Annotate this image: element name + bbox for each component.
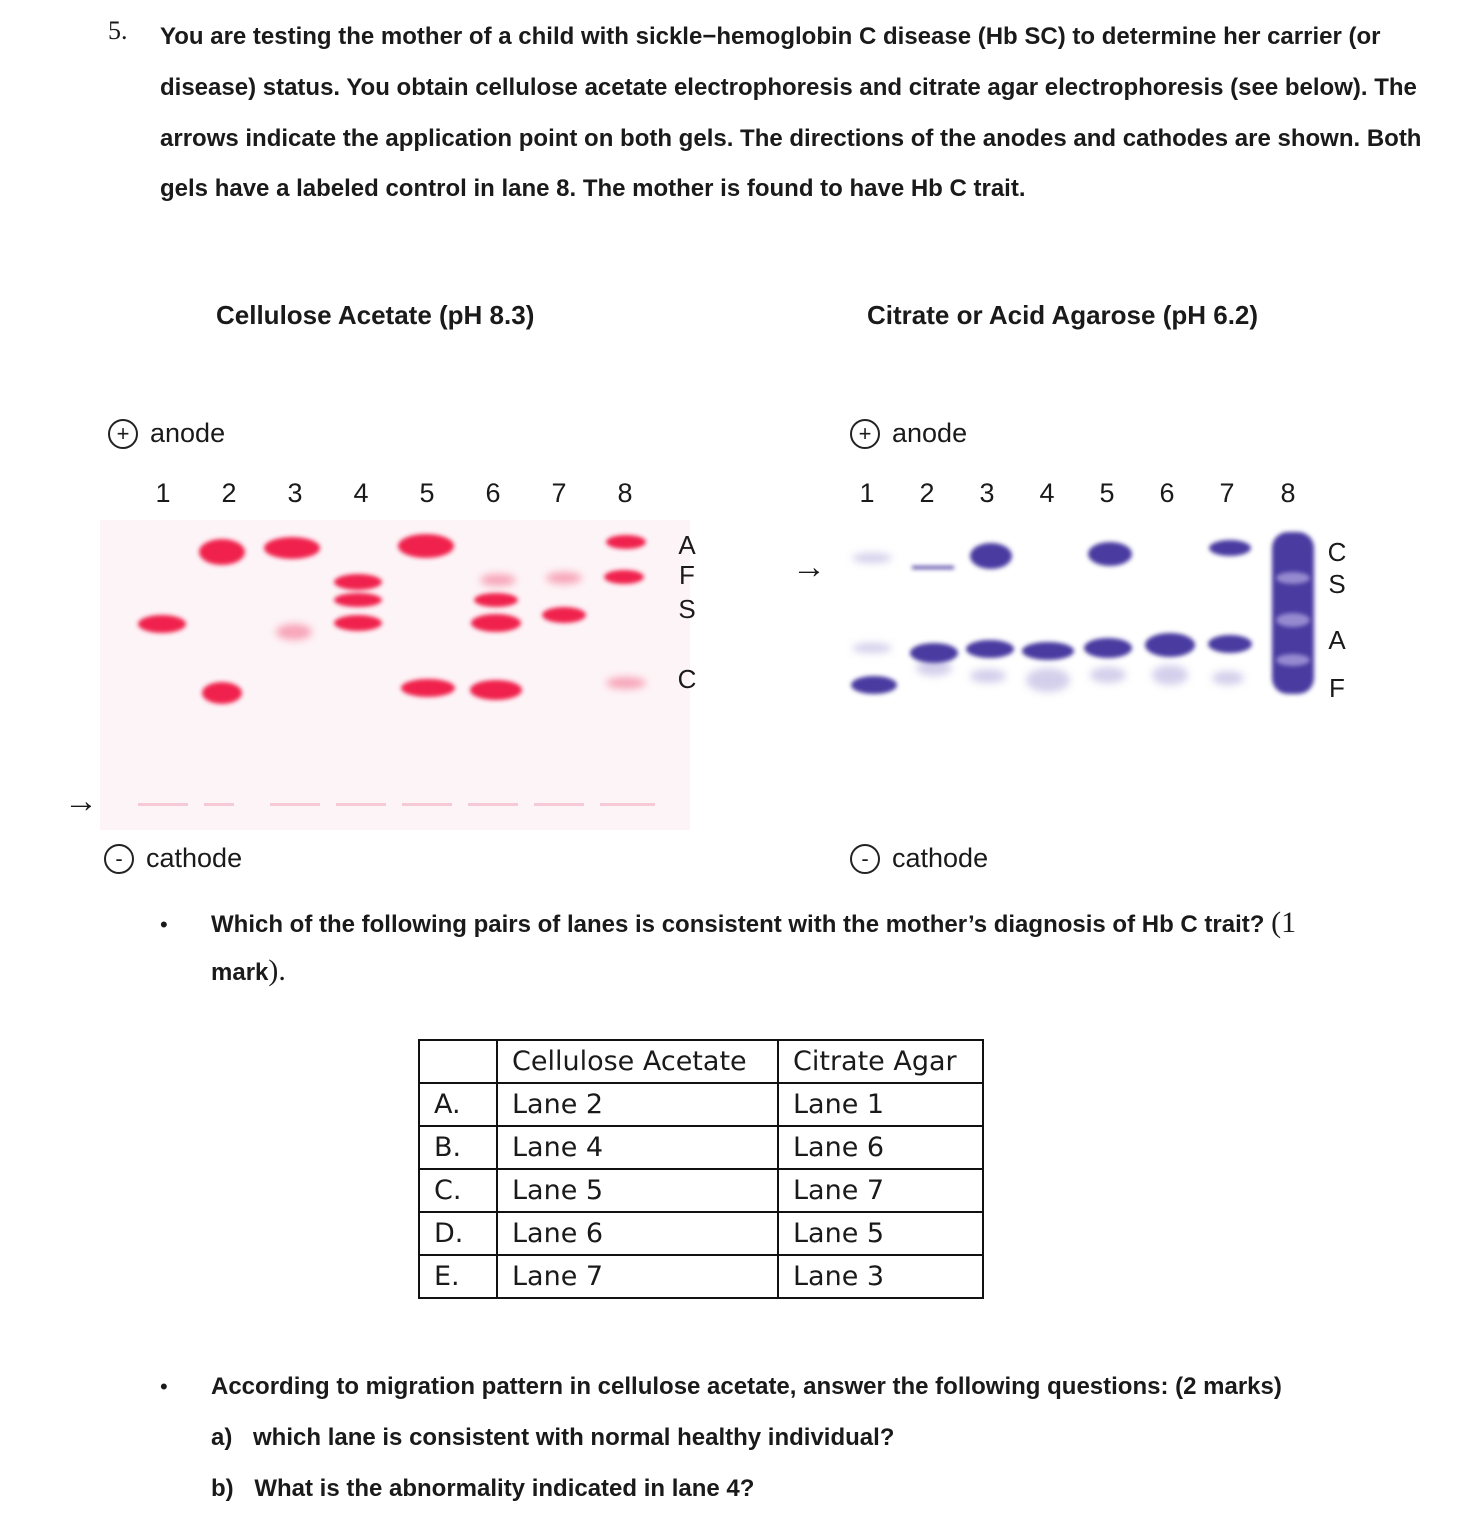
lane-number: 3 (287, 478, 303, 508)
band-lane3-c (970, 543, 1012, 569)
bullet1-question (211, 900, 1421, 996)
left-cathode (104, 843, 242, 874)
right-lane-numbers (852, 478, 1322, 512)
control-label: C (1327, 537, 1347, 567)
subquestion-a-text: which lane is consistent with normal healthy individual? (253, 1424, 895, 1451)
lane-number: 2 (919, 478, 935, 508)
bullet-icon: • (160, 912, 168, 937)
lane-number: 7 (1219, 478, 1235, 508)
band-lane5-a (1084, 638, 1132, 658)
table-cell: Lane 7 (497, 1255, 778, 1298)
table-cell: Lane 5 (778, 1212, 983, 1255)
lane-number: 5 (419, 478, 435, 508)
lane-number: 3 (979, 478, 995, 508)
band-lane8-f (604, 570, 644, 584)
band-lane2-top (912, 566, 954, 569)
band-lane2-a (199, 539, 245, 565)
subquestion-a (211, 1415, 894, 1461)
answer-options-table (418, 1039, 984, 1299)
band-lane1-f (851, 676, 897, 694)
bullet2-marks: (2 marks) (1175, 1373, 1282, 1400)
option-letter: E. (419, 1255, 497, 1298)
table-row (419, 1083, 983, 1126)
question-text: You are testing the mother of a child with sickle−hemoglobin C disease (Hb SC) to determine her carrier (or disease) status. You obtain cellulose acetate electrophoresis and citrate agar electrophoresis (see below). The arrows indicate the application point on both gels. The directions of the anodes and cathodes are shown. Both gels have a labeled control in lane 8. The mother is found to have Hb C trait. (160, 23, 1422, 203)
bullet-icon: • (160, 1374, 168, 1399)
table-row (419, 1169, 983, 1212)
table-cell: Lane 2 (497, 1083, 778, 1126)
bullet1-marks-word: mark (211, 959, 269, 986)
table-cell: Lane 3 (778, 1255, 983, 1298)
subquestion-a-label: a) (211, 1424, 233, 1451)
plus-icon: + (108, 419, 138, 449)
lane-number: 1 (859, 478, 875, 508)
band-lane7-c (1209, 540, 1251, 556)
lane-number: 5 (1099, 478, 1115, 508)
band-lane5-c (1088, 542, 1132, 566)
option-letter: C. (419, 1169, 497, 1212)
cathode-label: cathode (146, 843, 243, 873)
anode-label: anode (892, 418, 968, 448)
minus-icon: - (104, 844, 134, 874)
lane-number: 4 (1039, 478, 1055, 508)
left-control-labels (672, 530, 702, 700)
faint-lane3-low (970, 669, 1006, 683)
faint-lane1-mid (852, 643, 892, 653)
lane-number: 8 (1280, 478, 1296, 508)
band-lane4-a (1022, 642, 1074, 660)
control-label: S (678, 594, 696, 624)
plus-icon: + (850, 419, 880, 449)
table-cell: Lane 1 (778, 1083, 983, 1126)
table-header-row (419, 1040, 983, 1083)
table-header-cell: Cellulose Acetate (497, 1040, 778, 1083)
faint-lane5-low (1090, 667, 1126, 683)
gel-background (100, 520, 690, 830)
control-label: S (1328, 569, 1346, 599)
table-cell: Lane 5 (497, 1169, 778, 1212)
bullet2-text: According to migration pattern in cellulose acetate, answer the following questions: (211, 1373, 1169, 1400)
application-arrow-icon: → (792, 548, 826, 586)
bullet1-text: Which of the following pairs of lanes is consistent with the mother’s diagnosis of Hb C trait? (211, 911, 1265, 938)
cathode-label: cathode (892, 843, 989, 873)
control-label: A (678, 530, 696, 560)
lane-number: 7 (551, 478, 567, 508)
band-lane6-c (470, 680, 522, 700)
band-lane7-s (542, 607, 586, 623)
table-row (419, 1212, 983, 1255)
table-row (419, 1126, 983, 1169)
band-lane7-a (1208, 635, 1252, 653)
lane-number: 2 (221, 478, 237, 508)
control-label: F (1329, 673, 1345, 703)
table-cell: Lane 4 (497, 1126, 778, 1169)
band-lane6-f (474, 593, 518, 607)
band-lane1-s (138, 615, 186, 633)
question-number: 5. (108, 16, 128, 45)
lane-number: 4 (353, 478, 369, 508)
band-lane4-2 (334, 593, 382, 607)
option-letter: B. (419, 1126, 497, 1169)
table-row (419, 1255, 983, 1298)
faint-lane4-low (1026, 668, 1070, 692)
lane-number: 6 (1159, 478, 1175, 508)
right-cathode (850, 843, 988, 874)
band-lane3-a (966, 640, 1014, 658)
band-lane4-1 (334, 574, 382, 590)
right-control-labels (1322, 537, 1352, 707)
faint-lane6 (480, 574, 516, 586)
lane-number: 6 (485, 478, 501, 508)
subquestion-b-text: What is the abnormality indicated in lane 4? (254, 1475, 755, 1502)
bullet1-marks-open: (1 (1271, 906, 1297, 939)
minus-icon: - (850, 844, 880, 874)
faint-lane1-top (852, 553, 892, 563)
faint-lane8-c (606, 677, 646, 689)
band-lane3-a (264, 537, 320, 559)
faint-lane6-low (1152, 665, 1188, 685)
faint-lane3 (276, 624, 312, 640)
faint-lane7 (546, 572, 582, 584)
subquestion-b (211, 1466, 754, 1512)
option-letter: A. (419, 1083, 497, 1126)
bullet2-question (211, 1364, 1431, 1410)
left-lane-numbers (148, 478, 668, 512)
table-cell: Lane 6 (497, 1212, 778, 1255)
table-header-cell (419, 1040, 497, 1083)
application-arrow-icon: → (64, 782, 98, 820)
lane-number: 1 (155, 478, 171, 508)
band-lane2-c (202, 682, 242, 704)
left-anode (108, 418, 225, 449)
band-lane4-3 (334, 615, 382, 631)
band-lane2-a (910, 643, 958, 663)
lane8-gap (1276, 613, 1310, 627)
lane8-gap (1276, 654, 1310, 666)
subquestion-b-label: b) (211, 1475, 234, 1502)
table-cell: Lane 6 (778, 1126, 983, 1169)
band-lane6-s (471, 614, 521, 632)
citrate-agarose-gel (840, 520, 1320, 720)
option-letter: D. (419, 1212, 497, 1255)
anode-label: anode (150, 418, 226, 448)
right-anode (850, 418, 967, 449)
band-lane5-a (398, 534, 454, 558)
band-lane6-a (1145, 633, 1195, 657)
bullet1-marks-close: ). (268, 954, 286, 987)
lane-number: 8 (617, 478, 633, 508)
control-label: F (679, 560, 695, 590)
band-lane8-a (606, 535, 646, 549)
lane8-gap (1276, 572, 1310, 584)
table-cell: Lane 7 (778, 1169, 983, 1212)
control-label: C (677, 664, 697, 694)
table-header-cell: Citrate Agar (778, 1040, 983, 1083)
band-lane5-c (401, 679, 455, 697)
right-gel-title: Citrate or Acid Agarose (pH 6.2) (867, 300, 1259, 330)
faint-lane7-low (1212, 671, 1244, 685)
control-label: A (1328, 625, 1346, 655)
left-gel-title: Cellulose Acetate (pH 8.3) (216, 300, 535, 330)
cellulose-acetate-gel (100, 520, 690, 830)
